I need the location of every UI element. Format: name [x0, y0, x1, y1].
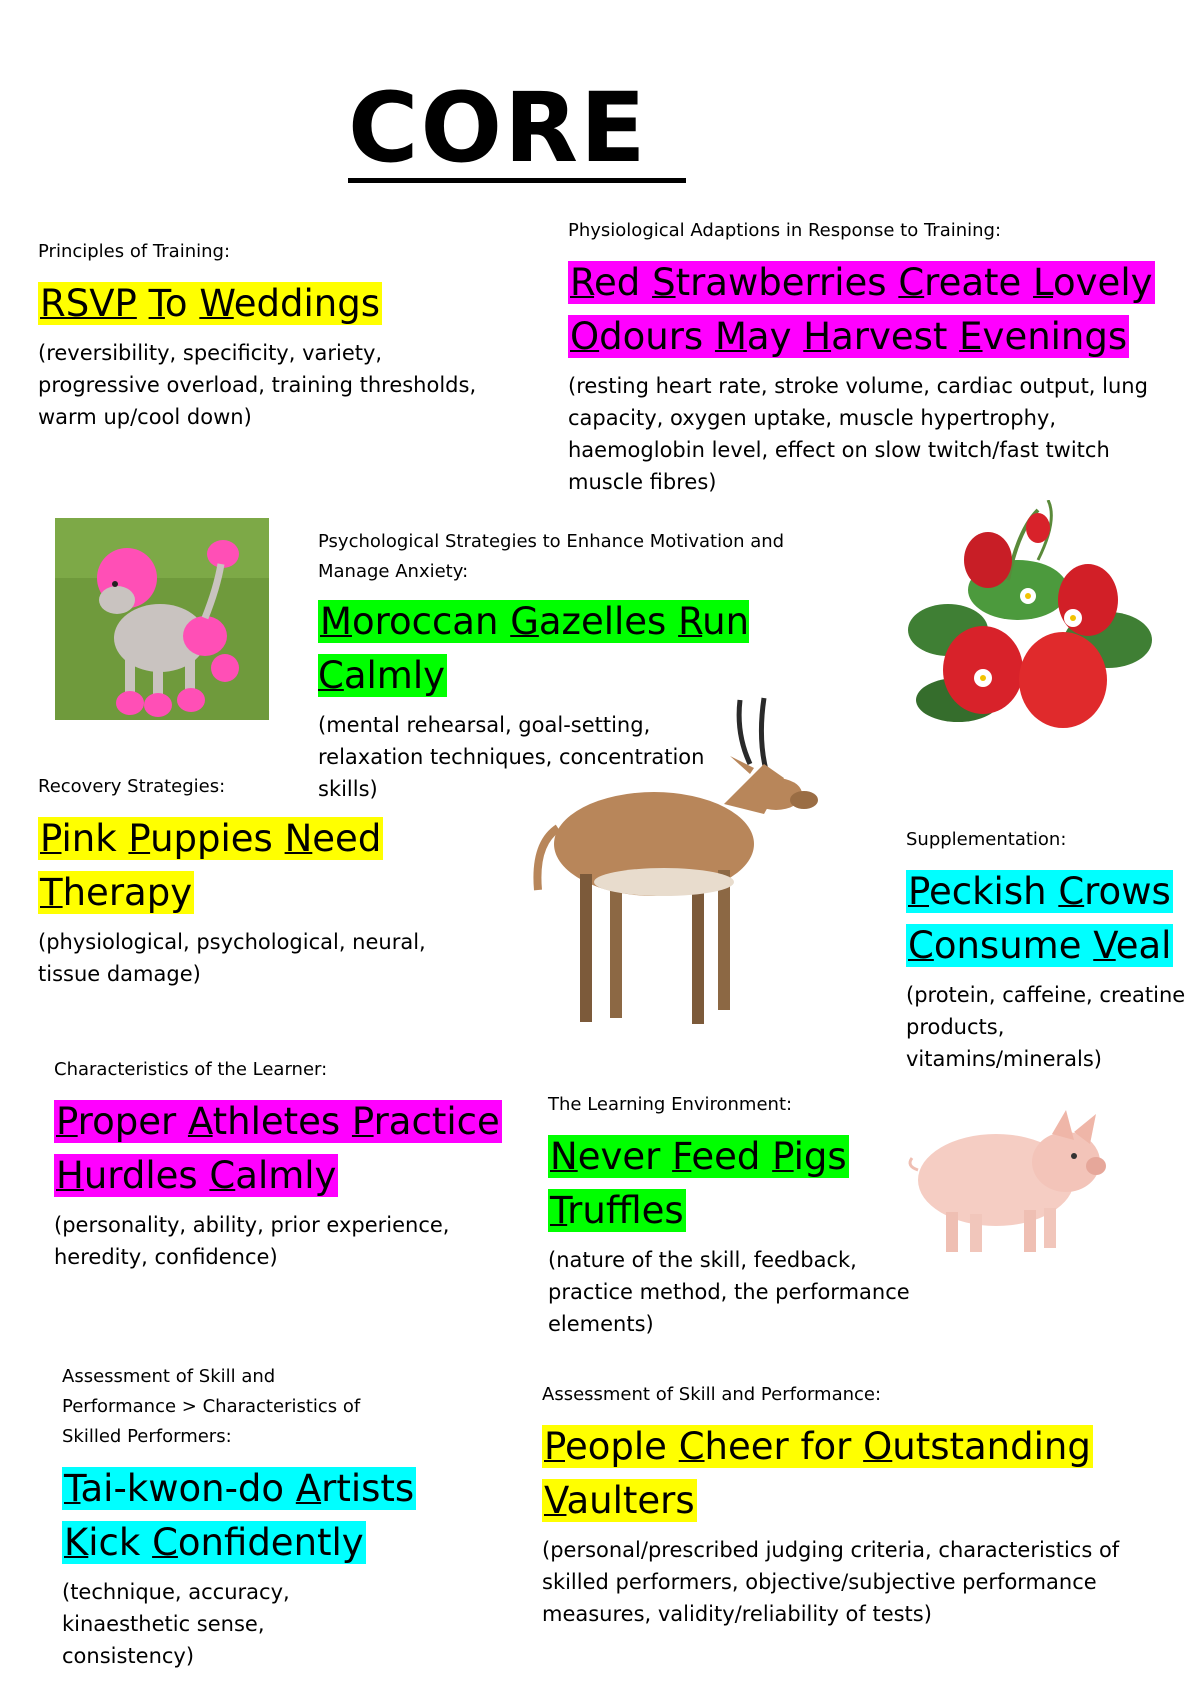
strawberries-image: [888, 500, 1158, 734]
pink-poodle-image: [55, 518, 269, 720]
section-recovery: [38, 772, 478, 990]
mnemonic: [906, 865, 1196, 973]
mnemonic-line: Peckish Crows: [908, 870, 1171, 913]
mnemonic: [54, 1095, 534, 1203]
mnemonic-line: Tai-kwon-do Artists: [64, 1467, 415, 1510]
section-heading: Physiological Adaptions in Response to Training:: [568, 220, 1002, 241]
section-environment: [548, 1090, 928, 1340]
section-principles: [38, 237, 478, 433]
section-learner: [54, 1055, 534, 1273]
mnemonic-line: Therapy: [40, 871, 193, 914]
section-assessment: [542, 1380, 1172, 1630]
section-heading: Assessment of Skill and Performance:: [542, 1384, 882, 1405]
page-title: CORE: [348, 78, 686, 183]
section-physiological: [568, 216, 1168, 498]
mnemonic-line: Consume Veal: [908, 924, 1172, 967]
mnemonic: [62, 1462, 482, 1570]
section-description: (resting heart rate, stroke volume, cardiac output, lung capacity, oxygen uptake, muscle hypertrophy, haemoglobin level, effect on slow twitch/fast twitch muscle fibres): [568, 374, 1148, 494]
mnemonic: [318, 595, 858, 703]
section-heading: Characteristics of the Learner:: [54, 1059, 328, 1080]
section-description: (mental rehearsal, goal-setting, relaxation techniques, concentration skills): [318, 713, 705, 801]
section-description: (personal/prescribed judging criteria, characteristics of skilled performers, objective/subjective performance measures, validity/reliability of tests): [542, 1538, 1120, 1626]
section-description: (technique, accuracy, kinaesthetic sense, consistency): [62, 1580, 290, 1668]
section-heading: Principles of Training:: [38, 241, 231, 262]
mnemonic-line: Red Strawberries Create Lovely: [570, 261, 1153, 304]
section-heading: Recovery Strategies:: [38, 776, 226, 797]
mnemonic-line: Odours May Harvest Evenings: [570, 315, 1128, 358]
section-heading: Psychological Strategies to Enhance Motivation and Manage Anxiety:: [318, 531, 785, 582]
mnemonic-line: Truffles: [550, 1189, 684, 1232]
section-description: (nature of the skill, feedback, practice method, the performance elements): [548, 1248, 910, 1336]
section-description: (personality, ability, prior experience, heredity, confidence): [54, 1213, 450, 1269]
mnemonic: [38, 812, 478, 920]
section-description: (protein, caffeine, creatine products, vitamins/minerals): [906, 983, 1186, 1071]
mnemonic: [548, 1130, 928, 1238]
mnemonic-line: Hurdles Calmly: [56, 1154, 337, 1197]
mnemonic: [568, 256, 1168, 364]
mnemonic-line: Vaulters: [544, 1479, 695, 1522]
gazelle-image: [514, 694, 830, 1034]
section-supplementation: [906, 825, 1196, 1075]
section-heading: Supplementation:: [906, 829, 1067, 850]
mnemonic-line: RSVP To Weddings: [40, 282, 380, 325]
section-description: (physiological, psychological, neural, tissue damage): [38, 930, 426, 986]
mnemonic-line: Proper Athletes Practice: [56, 1100, 500, 1143]
mnemonic-line: Kick Confidently: [64, 1521, 364, 1564]
mnemonic-line: Pink Puppies Need: [40, 817, 382, 860]
mnemonic-line: Moroccan Gazelles Run Calmly: [318, 600, 750, 697]
mnemonic: [542, 1420, 1172, 1528]
section-heading: Assessment of Skill and Performance > Characteristics of Skilled Performers:: [62, 1366, 361, 1447]
pig-image: [906, 1100, 1112, 1260]
mnemonic: [38, 277, 478, 331]
section-heading: The Learning Environment:: [548, 1094, 793, 1115]
section-description: (reversibility, specificity, variety, progressive overload, training thresholds, warm up/cool down): [38, 341, 477, 429]
section-skilled: [62, 1362, 482, 1672]
mnemonic-line: Never Feed Pigs: [550, 1135, 847, 1178]
mnemonic-line: People Cheer for Outstanding: [544, 1425, 1091, 1468]
